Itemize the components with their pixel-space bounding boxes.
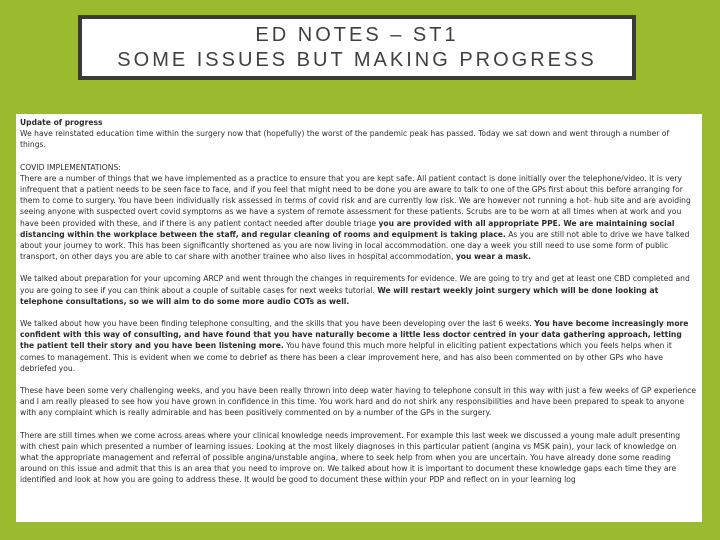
paragraph-telephone-consulting [20, 318, 696, 374]
covid-text-mask: you wear a mask. [455, 252, 531, 262]
arcp-text-1: We talked about preparation for your upcoming ARCP and went through the changes in requirements for evidence. We are going to try and get at least one CBD completed and you are going to see if you can think about a couple of suitable cases for next weeks tutorial. [20, 274, 690, 295]
paragraph-education-time: We have reinstated education time within the surgery now that (hopefully) the worst of the pandemic peak has passed. Today we sat down and went through a number of things. [20, 129, 670, 150]
slide-title-box [78, 15, 636, 80]
covid-text-1: There are a number of things that we have implemented as a practice to ensure that you are kept safe. All patient contact is done initially over the telephone/video. It is very infrequent that a patient needs to be seen face to face, and if you feel that might need to be done you are aware to talk to one of the GPs first about this before arranging for them to come to surgery. You have been individually risk assessed in terms of covid risk and are currently low risk. We are however not running a hot- hub site and are avoiding seeing anyone with suspected overt covid symptoms as we have a system of remote assessment for these patients. Scrubs are to be worn at all times when at work and you have been provided with these, and if there is any patient contact needed after double triage [20, 173, 691, 228]
document-excerpt [16, 114, 702, 522]
paragraph-arcp [20, 273, 696, 307]
covid-section-heading: COVID IMPLEMENTATIONS: [20, 162, 121, 172]
arcp-text-bold: We will restart weekly joint surgery which will be done looking at telephone consultations, so we will aim to do some more audio COTs as well. [20, 285, 659, 306]
document-heading: Update of progress [20, 118, 103, 127]
paragraph-covid-implementations [20, 173, 696, 263]
slide-title-line-1: ED NOTES – ST1 [255, 23, 459, 46]
paragraph-challenging-weeks: These have been some very challenging weeks, and you have been really thrown into deep water having to telephone consult in this way with just a few weeks of GP experience and I am really pleased to see how you have grown in confidence in this time. You work hard and do not shirk any responsibilities and have been prepared to speak to anyone with any complaint which is really admirable and has been positively commented on by a number of the GPs in the surgery. [20, 386, 696, 418]
phone-text-1: We talked about how you have been finding telephone consulting, and the skills that you have been developing over the last 6 weeks. [20, 319, 535, 329]
phone-text-bold: You have become increasingly more confident with this way of consulting, and have found that you have naturally become a little less doctor centred in your data gathering approach, letting the patient tell their story and you have been listening more. [20, 319, 689, 351]
paragraph-clinical-knowledge: There are still times when we come across areas where your clinical knowledge needs improvement. For example this last week we discussed a young male adult presenting with chest pain which presented a number of learning issues. Looking at the most likely diagnoses in this particular patient (angina vs MSK pain), your lack of knowledge on what the appropriate management and referral of possible angina/unstable angina, where to seek help from when you are uncertain. You have already done some reading around on this issue and admit that this is an area that you need to improve on. We talked about how it is important to document these knowledge gaps each time they are identified and look at how you are going to address these. It would be good to document these within your PDP and reflect on in your learning log [20, 430, 681, 485]
phone-text-2: You have found this much more helpful in eliciting patient expectations which you feels helps when it comes to management. This is evident when we come to debrief as there has been a clear improvement here, and has also been commented on by other GPs who have debriefed you. [20, 341, 672, 373]
covid-text-ppe: you are provided with all appropriate PPE. We are maintaining social distancing within the workplace between the staff, and regular cleaning of rooms and equipment is taking place. [20, 218, 675, 239]
slide-title-line-2: SOME ISSUES BUT MAKING PROGRESS [117, 48, 597, 71]
covid-text-2: As you are still not able to drive we have talked about your journey to work. This has been significantly shortened as you are now living in local accommodation. one day a week you still need to use some form of public transport, on other days you are able to car share with another trainee who also lives in hospital accommodation, [20, 229, 690, 262]
